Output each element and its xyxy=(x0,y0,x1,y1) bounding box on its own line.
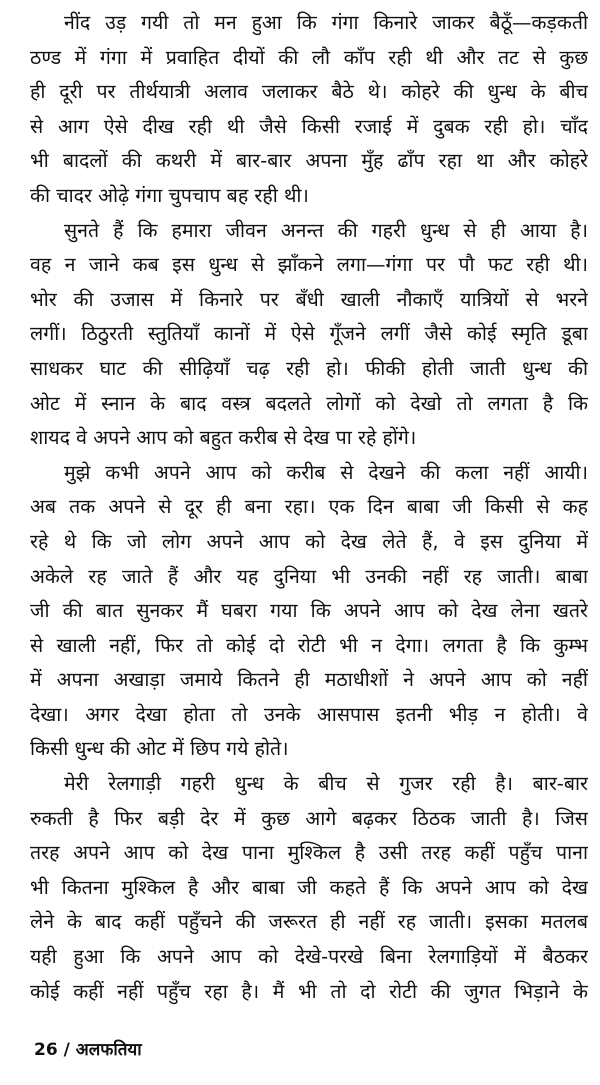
text-line: ठण्ड में गंगा में प्रवाहित दीयों की लौ काँप रही थी और तट से कुछ xyxy=(30,45,588,69)
page-footer-label: 26 / अलफतिया xyxy=(34,1040,142,1060)
text-line: से आग ऐसे दीख रही थी जैसे किसी रजाई में दुबक रही हो। चाँद xyxy=(30,114,588,138)
text-line: लगीं। ठिठुरती स्तुतियाँ कानों में ऐसे गूँजने लगीं जैसे कोई स्मृति डूबा xyxy=(30,322,588,346)
page-body-text xyxy=(30,6,588,1009)
text-line: ही दूरी पर तीर्थयात्री अलाव जलाकर बैठे थे। कोहरे की धुन्ध के बीच xyxy=(30,80,588,104)
text-line: जी की बात सुनकर मैं घबरा गया कि अपने आप को देख लेना खतरे xyxy=(30,599,588,623)
text-line: नींद उड़ गयी तो मन हुआ कि गंगा किनारे जाकर बैठूँ—कड़कती xyxy=(64,11,588,34)
paragraph-2 xyxy=(30,214,588,456)
text-line: में अपना अखाड़ा जमाये कितने ही मठाधीशों ने अपने आप को नहीं xyxy=(30,668,588,692)
text-line: देखा। अगर देखा होता तो उनके आसपास इतनी भीड़ न होती। वे xyxy=(30,702,588,726)
text-line: भोर की उजास में किनारे पर बँधी खाली नौकाएँ यात्रियों से भरने xyxy=(30,287,588,311)
text-line: से खाली नहीं, फिर तो कोई दो रोटी भी न देगा। लगता है कि कुम्भ xyxy=(30,633,588,657)
text-line: कोई कहीं नहीं पहुँच रहा है। मैं भी तो दो रोटी की जुगत भिड़ाने के xyxy=(30,979,588,1003)
text-line: रुकती है फिर बड़ी देर में कुछ आगे बढ़कर ठिठक जाती है। जिस xyxy=(30,806,588,830)
paragraph-3 xyxy=(30,456,588,767)
text-line: शायद वे अपने आप को बहुत करीब से देख पा रहे होंगे। xyxy=(30,426,417,450)
text-line: मुझे कभी अपने आप को करीब से देखने की कला नहीं आयी। xyxy=(64,460,588,484)
text-line: किसी धुन्ध की ओट में छिप गये होते। xyxy=(30,737,289,761)
text-line: भी बादलों की कथरी में बार-बार अपना मुँह ढाँप रहा था और कोहरे xyxy=(30,149,588,173)
paragraph-4 xyxy=(30,767,588,1009)
text-line: अकेले रह जाते हैं और यह दुनिया भी उनकी नहीं रह जाती। बाबा xyxy=(30,564,588,588)
text-line: साधकर घाट की सीढ़ियाँ चढ़ रही हो। फीकी होती जाती धुन्ध की xyxy=(30,356,588,380)
text-line: अब तक अपने से दूर ही बना रहा। एक दिन बाबा जी किसी से कह xyxy=(30,495,588,519)
text-line: यही हुआ कि अपने आप को देखे-परखे बिना रेलगाड़ियों में बैठकर xyxy=(30,945,588,969)
text-line: वह न जाने कब इस धुन्ध से झाँकने लगा—गंगा पर पौ फट रही थी। xyxy=(30,253,588,277)
paragraph-1 xyxy=(30,6,588,214)
text-line: ओट में स्नान के बाद वस्त्र बदलते लोगों को देखो तो लगता है कि xyxy=(30,391,588,415)
text-line: मेरी रेलगाड़ी गहरी धुन्ध के बीच से गुजर रही है। बार-बार xyxy=(64,772,588,796)
text-line: तरह अपने आप को देख पाना मुश्किल है उसी तरह कहीं पहुँच पाना xyxy=(30,841,588,865)
text-line: की चादर ओढ़े गंगा चुपचाप बह रही थी। xyxy=(30,183,309,207)
text-line: भी कितना मुश्किल है और बाबा जी कहते हैं कि अपने आप को देख xyxy=(30,875,588,899)
text-line: सुनते हैं कि हमारा जीवन अनन्त की गहरी धुन्ध से ही आया है। xyxy=(64,218,588,242)
text-line: लेने के बाद कहीं पहुँचने की जरूरत ही नहीं रह जाती। इसका मतलब xyxy=(30,910,588,934)
text-line: रहे थे कि जो लोग अपने आप को देख लेते हैं, वे इस दुनिया में xyxy=(30,529,588,553)
